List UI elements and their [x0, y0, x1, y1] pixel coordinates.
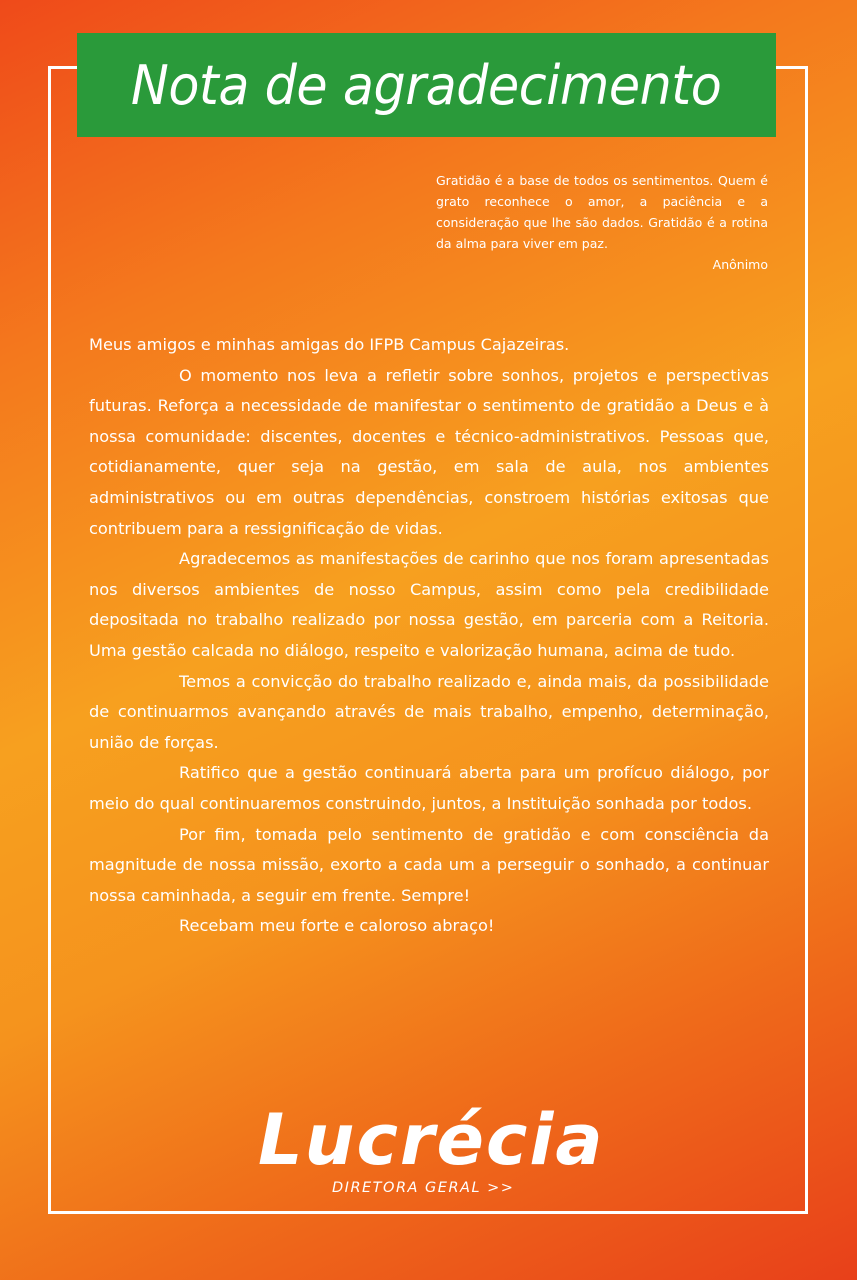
letter-closing: Recebam meu forte e caloroso abraço! [179, 916, 495, 936]
letter-greeting: Meus amigos e minhas amigas do IFPB Campus Cajazeiras. [89, 335, 570, 354]
letter-body [89, 330, 769, 942]
epigraph-quote [436, 170, 768, 275]
letter-paragraph: Por fim, tomada pelo sentimento de gratidão e com consciência da magnitude de nossa missão, exorto a cada um a perseguir o sonhado, a continuar nossa caminhada, a seguir em frente. Sempre! [89, 824, 769, 905]
letter-paragraph: Ratifico que a gestão continuará aberta para um profícuo diálogo, por meio do qual continuaremos construindo, juntos, a Instituição sonhada por todos. [89, 763, 769, 813]
signature-name: Lucrécia [258, 1099, 605, 1181]
letter-paragraph: Temos a convicção do trabalho realizado e, ainda mais, da possibilidade de continuarmos avançando através de mais trabalho, empenho, determinação, união de forças. [89, 671, 769, 752]
letter-paragraph: O momento nos leva a refletir sobre sonhos, projetos e perspectivas futuras. Reforça a necessidade de manifestar o sentimento de gratidão a Deus e à nossa comunidade: discentes, docentes e técnico-administrativos. Pessoas que, cotidianamente, quer seja na gestão, em sala de aula, nos ambientes administrativos ou em outras dependências, constroem histórias exitosas que contribuem para a ressignificação de vidas. [89, 365, 769, 538]
quote-text: Gratidão é a base de todos os sentimentos. Quem é grato reconhece o amor, a paciência e a consideração que lhe são dados. Gratidão é a rotina da alma para viver em paz. [436, 173, 768, 251]
signature-role: DIRETORA GERAL >> [332, 1180, 515, 1196]
title-banner [77, 33, 776, 137]
signature-block [258, 1100, 618, 1210]
page-title: Nota de agradecimento [131, 53, 722, 117]
quote-author: Anônimo [712, 257, 768, 272]
letter-paragraph: Agradecemos as manifestações de carinho que nos foram apresentadas nos diversos ambientes de nosso Campus, assim como pela credibilidade depositada no trabalho realizado por nossa gestão, em parceria com a Reitoria. Uma gestão calcada no diálogo, respeito e valorização humana, acima de tudo. [89, 549, 769, 660]
